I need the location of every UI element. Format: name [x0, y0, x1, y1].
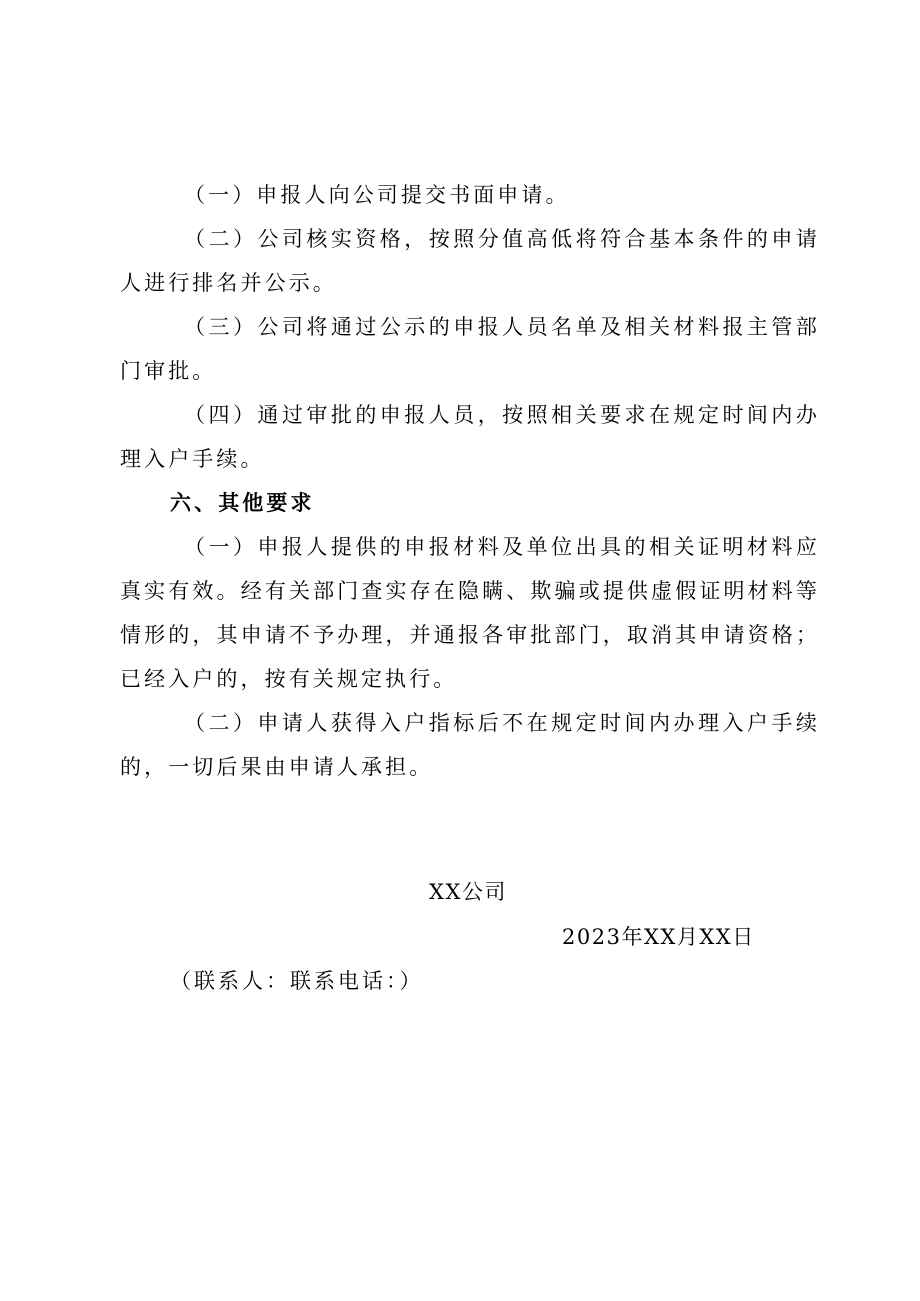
paragraph-requirement-1: （一）申报人提供的申报材料及单位出具的相关证明材料应真实有效。经有关部门查实存在隐瞒、欺骗或提供虚假证明材料等情形的，其申请不予办理，并通报各审批部门，取消其申请资格；已经入户的，按有关规定执行。: [120, 535, 820, 691]
signature-company: XX公司: [429, 880, 507, 904]
paragraph-step-2: （二）公司核实资格，按照分值高低将符合基本条件的申请人进行排名并公示。: [120, 227, 820, 295]
paragraph-step-3: （三）公司将通过公示的申报人员名单及相关材料报主管部门审批。: [120, 315, 820, 383]
paragraph-step-1: （一）申报人向公司提交书面申请。: [184, 183, 570, 207]
paragraph-step-4: （四）通过审批的申报人员，按照相关要求在规定时间内办理入户手续。: [120, 403, 820, 471]
signature-date: 2023年XX月XX日: [562, 925, 755, 949]
contact-info: （联系人：联系电话：）: [170, 969, 424, 993]
section-heading-other-requirements: 六、其他要求: [170, 491, 315, 515]
document-body: [120, 173, 820, 789]
paragraph-requirement-2: （二）申请人获得入户指标后不在规定时间内办理入户手续的，一切后果由申请人承担。: [120, 711, 820, 779]
